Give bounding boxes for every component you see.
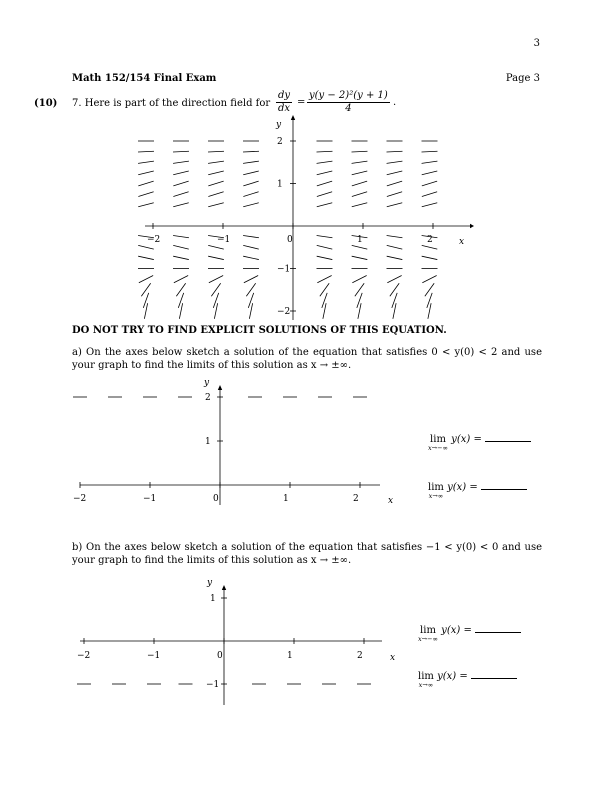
df-y-tick-label: −2 (277, 307, 291, 317)
rhs-denominator: 4 (345, 103, 352, 114)
answer-blank[interactable] (475, 632, 521, 633)
a-y-tick-label: 1 (205, 437, 211, 447)
df-y-tick-label: 1 (277, 179, 283, 190)
equals-sign: = (297, 97, 306, 108)
df-x-label: x (459, 237, 465, 247)
df-y-label: y (276, 120, 282, 130)
page-label: Page 3 (505, 73, 540, 84)
part-b-limit-neg-inf (418, 625, 521, 643)
a-y-tick-label: 2 (205, 393, 211, 403)
part-b-limit-pos-inf (418, 671, 517, 689)
lim-expr: y(x) = (441, 625, 472, 636)
end-punct: . (393, 97, 397, 108)
dy: dy (278, 90, 291, 101)
a-y-label: y (204, 378, 210, 388)
lim-subscript: x→∞ (428, 492, 444, 500)
question-intro: 7. Here is part of the direction field for (72, 98, 271, 109)
b-x-tick-label: 0 (217, 651, 223, 661)
df-x-tick-label: −2 (147, 235, 161, 245)
exam-title: Math 152/154 Final Exam (72, 73, 217, 84)
page-number: 3 (533, 38, 540, 49)
df-x-tick-label: 0 (287, 235, 293, 245)
lim-subscript: x→−∞ (428, 444, 448, 452)
lim-word: lim (428, 482, 444, 493)
lim-subscript: x→∞ (418, 681, 434, 689)
rhs-numerator: y(y − 2)²(y + 1) (309, 90, 388, 101)
b-y-arrow (222, 585, 226, 590)
df-y-tick-label: 2 (277, 137, 283, 147)
lim-word: lim (430, 434, 446, 445)
b-y-label: y (207, 578, 213, 588)
part-b-text: b) On the axes below sketch a solution of the equation that satisfies −1 < y(0) < 0 and use your graph to find the limits of this solution as x → ±∞. (72, 542, 542, 566)
b-x-label: x (390, 653, 396, 663)
a-x-tick-label: 2 (353, 494, 359, 504)
part-a-text: a) On the axes below sketch a solution of the equation that satisfies 0 < y(0) < 2 and use your graph to find the limits of this solution as x → ±∞. (72, 347, 542, 371)
df-y-tick-label: −1 (277, 264, 291, 275)
dx: dx (278, 103, 291, 114)
answer-blank[interactable] (471, 678, 517, 679)
df-x-tick-label: 2 (427, 235, 433, 245)
b-x-tick-label: 1 (287, 651, 293, 661)
df-x-tick-label: −1 (217, 235, 231, 245)
df-x-tick-label: 1 (357, 235, 363, 245)
a-x-tick-label: 1 (283, 494, 289, 504)
lim-subscript: x→−∞ (418, 635, 438, 643)
b-ticks (77, 594, 364, 690)
lim-expr: y(x) = (437, 671, 468, 682)
question-points: (10) (34, 98, 58, 109)
lim-word: lim (418, 671, 434, 682)
a-x-tick-label: 0 (213, 494, 219, 504)
b-y-tick-label: −1 (206, 680, 220, 690)
a-x-label: x (388, 496, 394, 506)
b-y-tick-label: 1 (210, 594, 216, 604)
b-x-tick-label: −1 (147, 651, 161, 661)
lim-expr: y(x) = (447, 482, 478, 493)
b-x-tick-label: −2 (77, 651, 91, 661)
b-x-tick-label: 2 (357, 651, 363, 661)
a-x-tick-label: −1 (143, 494, 157, 504)
lim-word: lim (420, 625, 436, 636)
a-x-tick-label: −2 (73, 494, 87, 504)
warning: DO NOT TRY TO FIND EXPLICIT SOLUTIONS OF THIS EQUATION. (72, 325, 447, 336)
lim-expr: y(x) = (451, 434, 482, 445)
